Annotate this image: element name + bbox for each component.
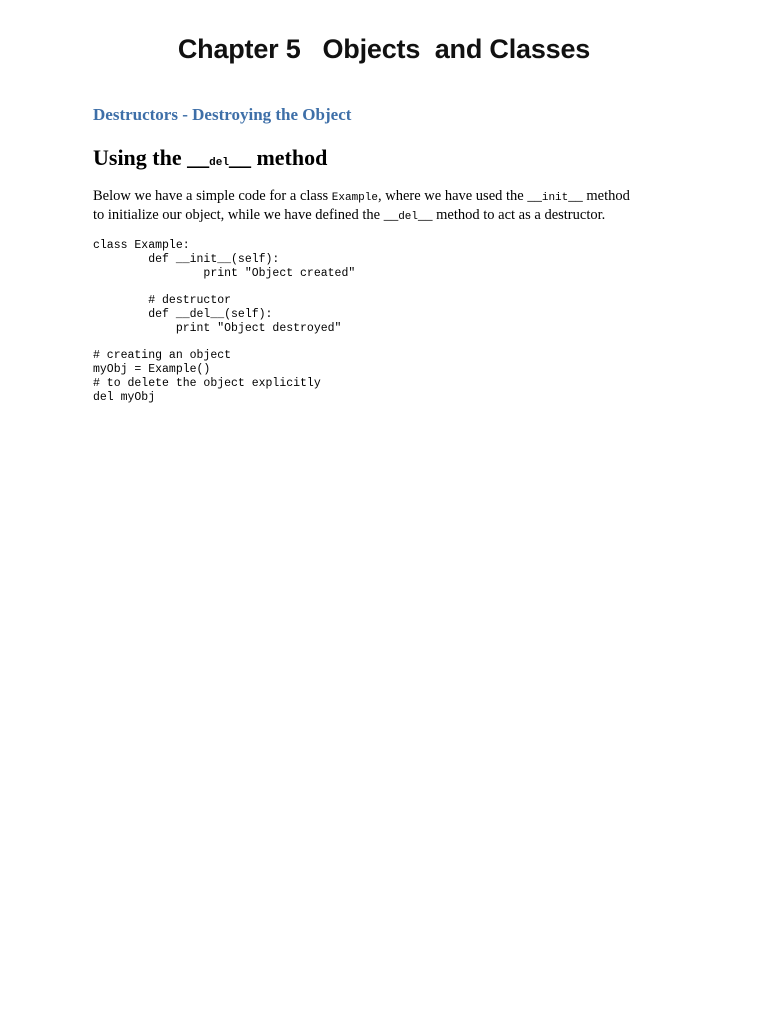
chapter-title: Chapter 5 Objects and Classes	[177, 34, 591, 64]
code-line: del myObj	[93, 390, 156, 404]
section-heading: Destructors - Destroying the Object	[93, 105, 352, 124]
paragraph-text: __ method	[568, 188, 630, 204]
paragraph-text: Below we have a simple code for a class	[93, 188, 332, 204]
code-line: # to delete the object explicitly	[93, 376, 321, 390]
method-heading-code: del	[209, 157, 229, 169]
code-line: class Example:	[93, 239, 190, 252]
paragraph-code-example: Example	[331, 192, 378, 204]
paragraph-code-del: del	[398, 211, 419, 223]
code-line: # destructor	[93, 294, 232, 308]
method-heading-suffix: __ method	[228, 145, 328, 170]
paragraph-code-init: init	[541, 192, 569, 204]
paragraph-line-1	[93, 188, 693, 207]
code-line: # creating an object	[93, 349, 232, 363]
method-heading-prefix: Using the __	[93, 145, 210, 170]
code-line: def __del__(self):	[93, 307, 273, 321]
paragraph-text: to initialize our object, while we have defined the __	[93, 207, 399, 223]
paragraph-text: , where we have used the __	[377, 188, 542, 204]
code-line: myObj = Example()	[93, 363, 211, 377]
paragraph-text: __ method to act as a destructor.	[418, 207, 606, 223]
method-heading	[93, 145, 327, 171]
paragraph-line-2	[93, 207, 693, 226]
code-line: print "Object destroyed"	[93, 321, 342, 335]
code-line: print "Object created"	[93, 266, 356, 280]
code-block	[93, 239, 355, 405]
code-line: def __init__(self):	[93, 252, 280, 266]
code-line	[93, 336, 355, 350]
code-line	[93, 280, 355, 294]
intro-paragraph	[93, 188, 693, 226]
